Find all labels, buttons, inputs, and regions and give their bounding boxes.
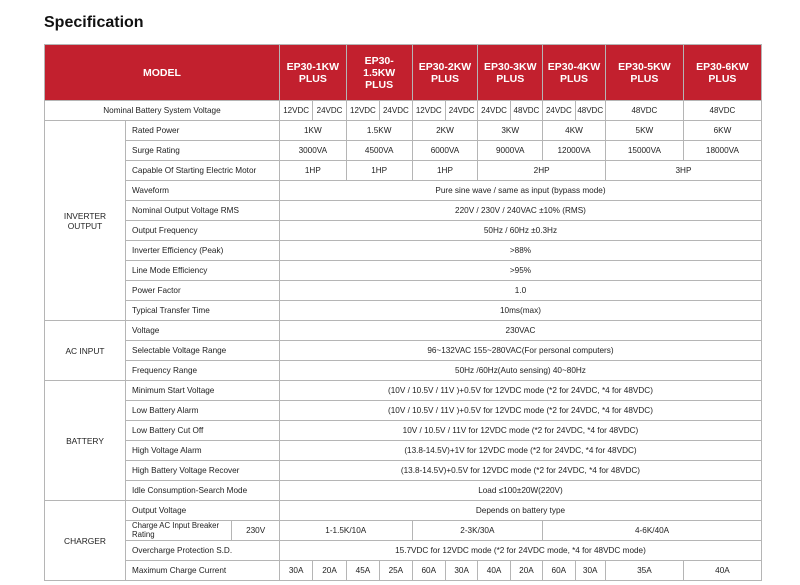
table-cell: 50Hz /60Hz(Auto sensing) 40~80Hz	[279, 361, 761, 381]
table-cell: >88%	[279, 241, 761, 261]
table-cell: 96~132VAC 155~280VAC(For personal computers)	[279, 341, 761, 361]
specification-table	[44, 44, 762, 581]
model-header-3kw: EP30-3KW PLUS	[478, 45, 543, 101]
table-row	[45, 421, 762, 441]
table-row	[45, 381, 762, 401]
row-label: High Battery Voltage Recover	[126, 461, 280, 481]
row-label: Low Battery Cut Off	[126, 421, 280, 441]
table-cell: 3000VA	[279, 141, 346, 161]
row-label: Idle Consumption-Search Mode	[126, 481, 280, 501]
model-header-5kw: EP30-5KW PLUS	[605, 45, 683, 101]
row-label: Maximum Charge Current	[126, 561, 280, 581]
row-label: Low Battery Alarm	[126, 401, 280, 421]
row-label: Power Factor	[126, 281, 280, 301]
row-label: Voltage	[126, 321, 280, 341]
table-cell: 12VDC	[346, 101, 379, 121]
table-cell: (10V / 10.5V / 11V )+0.5V for 12VDC mode (*2 for 24VDC, *4 for 48VDC)	[279, 401, 761, 421]
table-cell: 24VDC	[478, 101, 510, 121]
row-label: Typical Transfer Time	[126, 301, 280, 321]
table-cell: 48VDC	[575, 101, 605, 121]
table-cell: 5KW	[605, 121, 683, 141]
table-cell: 9000VA	[478, 141, 543, 161]
table-cell: 4-6K/40A	[543, 521, 762, 541]
model-header: MODEL	[45, 45, 280, 101]
row-label: Rated Power	[126, 121, 280, 141]
table-row	[45, 401, 762, 421]
page-title: Specification	[44, 14, 144, 31]
row-label: Output Frequency	[126, 221, 280, 241]
table-row	[45, 561, 762, 581]
table-cell: 4KW	[543, 121, 606, 141]
table-row	[45, 221, 762, 241]
table-cell: 25A	[380, 561, 412, 581]
table-row	[45, 181, 762, 201]
table-row	[45, 321, 762, 341]
table-row	[45, 501, 762, 521]
table-row	[45, 441, 762, 461]
table-cell: 1.5KW	[346, 121, 412, 141]
table-cell: Load ≤100±20W(220V)	[279, 481, 761, 501]
row-label: Nominal Battery System Voltage	[45, 101, 280, 121]
table-cell: (13.8-14.5V)+0.5V for 12VDC mode (*2 for 24VDC, *4 for 48VDC)	[279, 461, 761, 481]
table-cell: 18000VA	[683, 141, 761, 161]
table-cell: 48VDC	[605, 101, 683, 121]
table-cell: 30A	[279, 561, 312, 581]
table-cell: 2-3K/30A	[412, 521, 543, 541]
model-header-1kw: EP30-1KW PLUS	[279, 45, 346, 101]
table-cell: 3HP	[605, 161, 761, 181]
row-label: Frequency Range	[126, 361, 280, 381]
table-row	[45, 161, 762, 181]
table-row	[45, 141, 762, 161]
table-row	[45, 521, 762, 541]
table-cell: 48VDC	[510, 101, 542, 121]
table-cell: >95%	[279, 261, 761, 281]
table-row	[45, 281, 762, 301]
table-cell: 6KW	[683, 121, 761, 141]
row-label: Capable Of Starting Electric Motor	[126, 161, 280, 181]
row-label: Overcharge Protection S.D.	[126, 541, 280, 561]
table-row	[45, 261, 762, 281]
row-label: Charge AC Input Breaker Rating	[126, 521, 232, 541]
table-cell: 24VDC	[380, 101, 412, 121]
model-header-4kw: EP30-4KW PLUS	[543, 45, 606, 101]
table-cell: 20A	[313, 561, 346, 581]
table-cell: 50Hz / 60Hz ±0.3Hz	[279, 221, 761, 241]
category-battery: BATTERY	[45, 381, 126, 501]
table-cell: Depends on battery type	[279, 501, 761, 521]
table-cell: 30A	[445, 561, 477, 581]
table-cell: 1-1.5K/10A	[279, 521, 412, 541]
table-row	[45, 481, 762, 501]
header-row	[45, 45, 762, 101]
row-label: Nominal Output Voltage RMS	[126, 201, 280, 221]
row-label: Surge Rating	[126, 141, 280, 161]
table-cell: 40A	[683, 561, 761, 581]
table-cell: 10V / 10.5V / 11V for 12VDC mode (*2 for 24VDC, *4 for 48VDC)	[279, 421, 761, 441]
table-cell: 230VAC	[279, 321, 761, 341]
table-row	[45, 101, 762, 121]
table-cell: 40A	[478, 561, 510, 581]
table-cell: Pure sine wave / same as input (bypass mode)	[279, 181, 761, 201]
table-cell: 15000VA	[605, 141, 683, 161]
row-label: Line Mode Efficiency	[126, 261, 280, 281]
table-cell: 4500VA	[346, 141, 412, 161]
table-row	[45, 461, 762, 481]
table-cell: 2HP	[478, 161, 606, 181]
table-cell: 60A	[543, 561, 575, 581]
table-cell: 45A	[346, 561, 379, 581]
table-cell: 6000VA	[412, 141, 478, 161]
table-cell: 24VDC	[313, 101, 346, 121]
table-cell: 220V / 230V / 240VAC ±10% (RMS)	[279, 201, 761, 221]
category-inverter-output: INVERTER OUTPUT	[45, 121, 126, 321]
table-cell: 12000VA	[543, 141, 606, 161]
table-cell: (10V / 10.5V / 11V )+0.5V for 12VDC mode (*2 for 24VDC, *4 for 48VDC)	[279, 381, 761, 401]
table-cell: 24VDC	[543, 101, 575, 121]
table-row	[45, 361, 762, 381]
table-cell: 12VDC	[279, 101, 312, 121]
table-cell: (13.8-14.5V)+1V for 12VDC mode (*2 for 24VDC, *4 for 48VDC)	[279, 441, 761, 461]
table-cell: 2KW	[412, 121, 478, 141]
row-label: Selectable Voltage Range	[126, 341, 280, 361]
table-cell: 24VDC	[445, 101, 477, 121]
table-cell: 12VDC	[412, 101, 445, 121]
row-label: Output Voltage	[126, 501, 280, 521]
category-charger: CHARGER	[45, 501, 126, 581]
table-cell: 48VDC	[683, 101, 761, 121]
table-cell: 1HP	[346, 161, 412, 181]
table-cell: 15.7VDC for 12VDC mode (*2 for 24VDC mode, *4 for 48VDC mode)	[279, 541, 761, 561]
row-label: High Voltage Alarm	[126, 441, 280, 461]
table-cell: 10ms(max)	[279, 301, 761, 321]
table-cell: 230V	[232, 521, 280, 541]
category-ac-input: AC INPUT	[45, 321, 126, 381]
model-header-1-5kw: EP30-1.5KW PLUS	[346, 45, 412, 101]
table-cell: 1KW	[279, 121, 346, 141]
table-cell: 20A	[510, 561, 542, 581]
table-cell: 3KW	[478, 121, 543, 141]
table-cell: 60A	[412, 561, 445, 581]
table-cell: 1HP	[279, 161, 346, 181]
table-cell: 1.0	[279, 281, 761, 301]
row-label: Waveform	[126, 181, 280, 201]
table-cell: 30A	[575, 561, 605, 581]
model-header-2kw: EP30-2KW PLUS	[412, 45, 478, 101]
table-row	[45, 341, 762, 361]
table-cell: 35A	[605, 561, 683, 581]
table-cell: 1HP	[412, 161, 478, 181]
row-label: Inverter Efficiency (Peak)	[126, 241, 280, 261]
table-row	[45, 541, 762, 561]
model-header-6kw: EP30-6KW PLUS	[683, 45, 761, 101]
table-row	[45, 241, 762, 261]
row-label: Minimum Start Voltage	[126, 381, 280, 401]
table-row	[45, 201, 762, 221]
table-row	[45, 121, 762, 141]
table-row	[45, 301, 762, 321]
